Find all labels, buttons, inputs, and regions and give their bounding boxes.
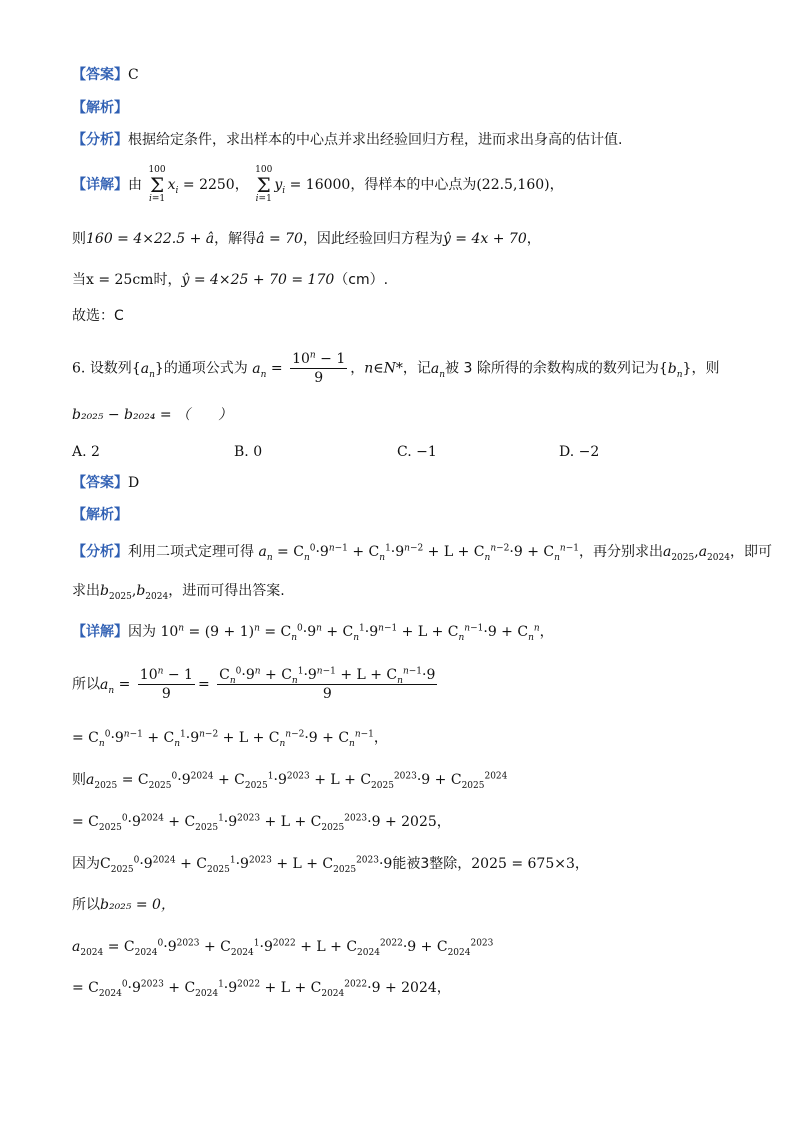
q6-xiangjie-line8: $a_{2024} = C_{2024}^0\cdot 9^{2023} + C_{2024}^1\cdot 9^{2022} + L + C_{2024}^{2022}\cdot 9 + C_{2024}^{2023}$	[72, 938, 494, 958]
text: ，因此经验回归方程为	[302, 231, 443, 247]
text: 能被3整除，	[392, 856, 472, 872]
xiangjie-tag: 【详解】	[72, 177, 128, 193]
text: ，记	[402, 360, 431, 377]
q6-xiangjie-line9: = $C_{2024}^0\cdot 9^{2023} + C_{2024}^1\cdot 9^{2022} + L + C_{2024}^{2022}\cdot 9 + 2024$，	[72, 979, 451, 999]
sum-symbol: 100 Σ i=1	[148, 165, 166, 204]
center-point: (22.5,160)	[476, 177, 550, 193]
text: 当	[72, 272, 86, 288]
sum-x-value: = 2250	[182, 177, 235, 193]
equation: 160 = 4×22.5 + â	[86, 231, 215, 247]
solution: â = 70	[256, 231, 303, 247]
fenxi-text: 根据给定条件，求出样本的中心点并求出经验回归方程，进而求出身高的估计值.	[128, 132, 623, 148]
q6-analysis-tag	[72, 508, 128, 522]
text: 因为	[128, 624, 156, 640]
sum-y-value: = 16000	[289, 177, 351, 193]
q6-xiangjie-line7	[72, 898, 175, 912]
q6-xiangjie-line3: = $C_n^0\cdot 9^{n-1} + C_n^1\cdot 9^{n-2} + L + C_n^{n-2}\cdot 9 + C_n^{n-1}$，	[72, 729, 388, 749]
text: 时，	[153, 272, 182, 288]
fraction: $\frac{10^n - 1}{9}$	[139, 666, 193, 702]
q5-fenxi-line	[72, 133, 622, 147]
b2025-value: b₂₀₂₅ = 0，	[100, 897, 175, 913]
text: ，解得	[214, 231, 257, 247]
text: 则	[72, 772, 86, 788]
q5-xiangjie-line2: 则160 = 4×22.5 + â，解得â = 70，因此经验回归方程为ŷ = 4x + 70，	[72, 231, 541, 247]
option-b: B. 0	[234, 444, 263, 460]
sum-symbol: 100 Σ i=1	[255, 165, 273, 204]
estimate: ŷ = 4×25 + 70 = 170	[181, 272, 335, 288]
q5-xiangjie-line1: 【详解】由 100 Σ $i=1x_i = 2250$， 100 Σ $i=1y_i = 16000$，得样本的中心点为(22.5,160)，	[72, 165, 564, 204]
fenxi-tag: 【分析】	[72, 544, 128, 560]
text: ，再分别求出	[578, 544, 663, 560]
answer-tag: 【答案】	[72, 67, 128, 83]
text: 求出	[72, 583, 100, 599]
q6-fenxi-line2: 求出$b_{2025},b_{2024}$，进而可得出答案.	[72, 583, 285, 602]
text: 的通项公式为	[163, 360, 248, 377]
q6-xiangjie-line4: 则$a_{2025} = C_{2025}^0\cdot 9^{2024} + C_{2025}^1\cdot 9^{2023} + L + C_{2025}^{2023}\cdot 9 + C_{2025}^{2024}$	[72, 771, 508, 791]
text: 利用二项式定理可得	[128, 544, 254, 560]
option-a: A. 2	[72, 444, 100, 460]
q6-xiangjie-line6: 因为$C_{2025}^0\cdot 9^{2024} + C_{2025}^1\cdot 9^{2023} + L + C_{2025}^{2023}\cdot 9$能被3整除，2025 = 675×3，	[72, 855, 589, 875]
regression-equation: ŷ = 4x + 70	[442, 231, 527, 247]
text: 被 3 除所得的余数构成的数列记为	[445, 360, 659, 377]
q6-xiangjie-line1: 【详解】因为 $10^n = (9 + 1)^n = C_n^0\cdot 9^n + C_n^1\cdot 9^{n-1} + L + C_n^{n-1}\cdot 9 + C_n^n$，	[72, 623, 554, 643]
option-d: D. −2	[559, 444, 600, 460]
text: ，则	[691, 360, 720, 377]
text: （cm）.	[334, 272, 389, 288]
text: 所以	[72, 676, 100, 693]
n-domain: n∈N*	[364, 360, 403, 377]
text: 2025 = 675×3，	[471, 856, 589, 872]
fraction: $\frac{10^n - 1}{9}$	[292, 350, 346, 386]
text: ，即可	[729, 544, 772, 560]
answer-value: D	[128, 475, 140, 491]
q6-fenxi-line1: 【分析】利用二项式定理可得 $a_n = C_n^0\cdot 9^{n-1} + C_n^1\cdot 9^{n-2} + L + C_n^{n-2}\cdot 9 + C_n^{n-1}$，再分别求出$a_{2025},a_{2024}$，即可	[72, 543, 772, 563]
q5-xiangjie-line3	[72, 273, 388, 287]
analysis-tag: 【解析】	[72, 507, 128, 523]
q6-answer-line	[72, 476, 139, 490]
xiangjie-tag: 【详解】	[72, 624, 128, 640]
text: 因为	[72, 856, 100, 872]
text: ，	[350, 360, 365, 377]
option-c: C. −1	[397, 444, 437, 460]
question-number: 6.	[72, 360, 86, 377]
q6-stem-line2	[72, 408, 232, 422]
q6-xiangjie-line2: 所以$a_n$ = $\frac{10^n - 1}{9}$ = $\frac{C_n^0\cdot 9^n + C_n^1\cdot 9^{n-1} + L + C_n^{n-1}\cdot 9}{9}$	[72, 666, 436, 702]
q5-analysis-tag	[72, 101, 128, 115]
text: ，得样本的中心点为	[350, 177, 477, 193]
fraction: $\frac{C_n^0\cdot 9^n + C_n^1\cdot 9^{n-1} + L + C_n^{n-1}\cdot 9}{9}$	[219, 666, 436, 702]
fenxi-tag: 【分析】	[72, 132, 128, 148]
text: 所以	[72, 897, 100, 913]
answer-value: C	[128, 67, 139, 83]
q6-xiangjie-line5: = $C_{2025}^0\cdot 9^{2024} + C_{2025}^1\cdot 9^{2023} + L + C_{2025}^{2023}\cdot 9 + 2025$，	[72, 813, 451, 833]
text: ，进而可得出答案.	[168, 583, 285, 599]
q5-choose	[72, 309, 124, 323]
analysis-tag: 【解析】	[72, 100, 128, 116]
q6-stem-line1: 6. 设数列$\{a_n\}$的通项公式为 $a_n$ = $\frac{10^n - 1}{9}$ ，n∈N*，记$a_n$被 3 除所得的余数构成的数列记为$\{b_n\}$，则	[72, 350, 720, 386]
text: 由	[128, 177, 142, 193]
text: 则	[72, 231, 86, 247]
question-expression: b₂₀₂₅ − b₂₀₂₄ = （ ）	[72, 407, 233, 423]
x-value: x = 25cm	[86, 272, 154, 288]
text: 设数列	[89, 360, 132, 377]
q5-answer-line	[72, 68, 139, 82]
choose-text: 故选：C	[72, 308, 124, 324]
answer-tag: 【答案】	[72, 475, 128, 491]
